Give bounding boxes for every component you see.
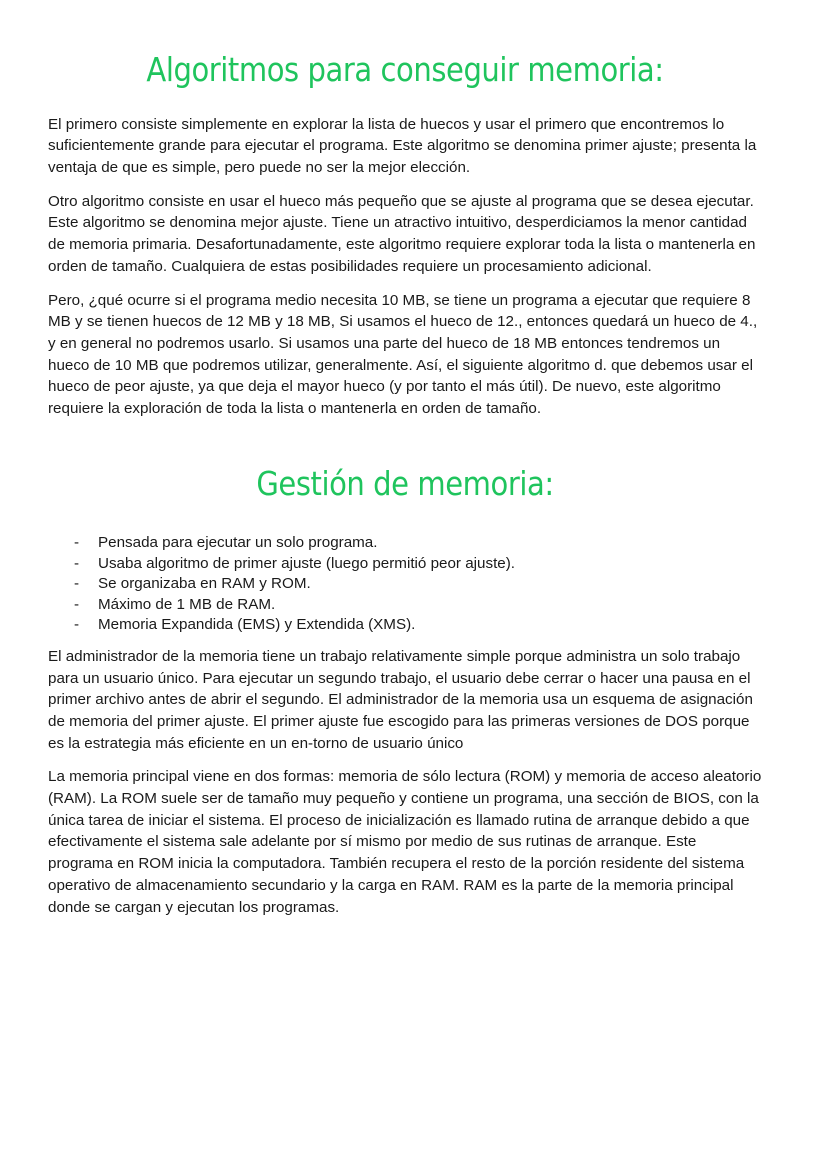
list-item [74, 574, 762, 595]
list-item-text: Pensada para ejecutar un solo programa. [98, 534, 378, 552]
list-item-text: Memoria Expandida (EMS) y Extendida (XMS). [98, 616, 416, 634]
dash-bullet: - [74, 554, 80, 572]
list-item-text: Usaba algoritmo de primer ajuste (luego permitió peor ajuste). [98, 554, 516, 572]
paragraph-memoria-principal: La memoria principal viene en dos formas: memoria de sólo lectura (ROM) y memoria de acceso aleatorio (RAM). La ROM suele ser de tamaño muy pequeño y contiene un programa, una sección de BIOS, con la única tarea de iniciar el sistema. El proceso de inicialización es llamado rutina de arranque debido a que efectivamente el sistema sale adelante por sí mismo por medio de sus rutinas de arranque. Este programa en ROM inicia la computadora. También recupera el resto de la porción residente del sistema operativo de almacenamiento secundario y la carga en RAM. RAM es la parte de la memoria principal donde se cargan y ejecutan los programas. [48, 768, 762, 916]
list-item-text: Máximo de 1 MB de RAM. [98, 595, 276, 613]
dash-bullet: - [74, 595, 80, 613]
list-item [74, 595, 762, 616]
section-title-gestion: Gestión de memoria: [256, 463, 554, 503]
dash-bullet: - [74, 575, 80, 593]
dash-bullet: - [74, 616, 80, 634]
dash-bullet: - [74, 534, 80, 552]
list-item [74, 615, 762, 636]
paragraph-mejor-ajuste: Otro algoritmo consiste en usar el hueco más pequeño que se ajuste al programa que se desea ejecutar. Este algoritmo se denomina mejor ajuste. Tiene un atractivo intuitivo, desperdiciamos la menor cantidad de memoria primaria. Desafortunadamente, este algoritmo requiere explorar toda la lista o mantenerla en orden de tamaño. Cualquiera de estas posibilidades requiere un procesamiento adicional. [48, 192, 756, 275]
paragraph-primer-ajuste: El primero consiste simplemente en explorar la lista de huecos y usar el primero que encontremos lo suficientemente grande para ejecutar el programa. Este algoritmo se denomina primer ajuste; presenta la ventaja de que es simple, pero puede no ser la mejor elección. [48, 115, 757, 176]
bullet-list [48, 533, 762, 636]
list-item [74, 533, 762, 554]
paragraph-administrador: El administrador de la memoria tiene un trabajo relativamente simple porque administra un solo trabajo para un usuario único. Para ejecutar un segundo trabajo, el usuario debe cerrar o hacer una pausa en el primer archivo antes de abrir el segundo. El administrador de la memoria usa un esquema de asignación de memoria del primer ajuste. El primer ajuste fue escogido para las primeras versiones de DOS porque es la estrategia más eficiente en un en-torno de usuario único [48, 647, 753, 752]
list-item-text: Se organizaba en RAM y ROM. [98, 575, 311, 593]
paragraph-peor-ajuste: Pero, ¿qué ocurre si el programa medio necesita 10 MB, se tiene un programa a ejecutar que requiere 8 MB y se tienen huecos de 12 MB y 18 MB, Si usamos el hueco de 12., entonces quedará un hueco de 4., y en general no podremos usarlo. Si usamos una parte del hueco de 18 MB entonces tendremos un hueco de 10 MB que podremos utilizar, generalmente. Así, el siguiente algoritmo d. que debemos usar el hueco de peor ajuste, ya que deja el mayor hueco (y por tanto el más útil). De nuevo, este algoritmo requiere la exploración de toda la lista o mantenerla en orden de tamaño. [48, 291, 758, 418]
section-title-algoritmos: Algoritmos para conseguir memoria: [146, 50, 664, 89]
list-item [74, 554, 762, 575]
